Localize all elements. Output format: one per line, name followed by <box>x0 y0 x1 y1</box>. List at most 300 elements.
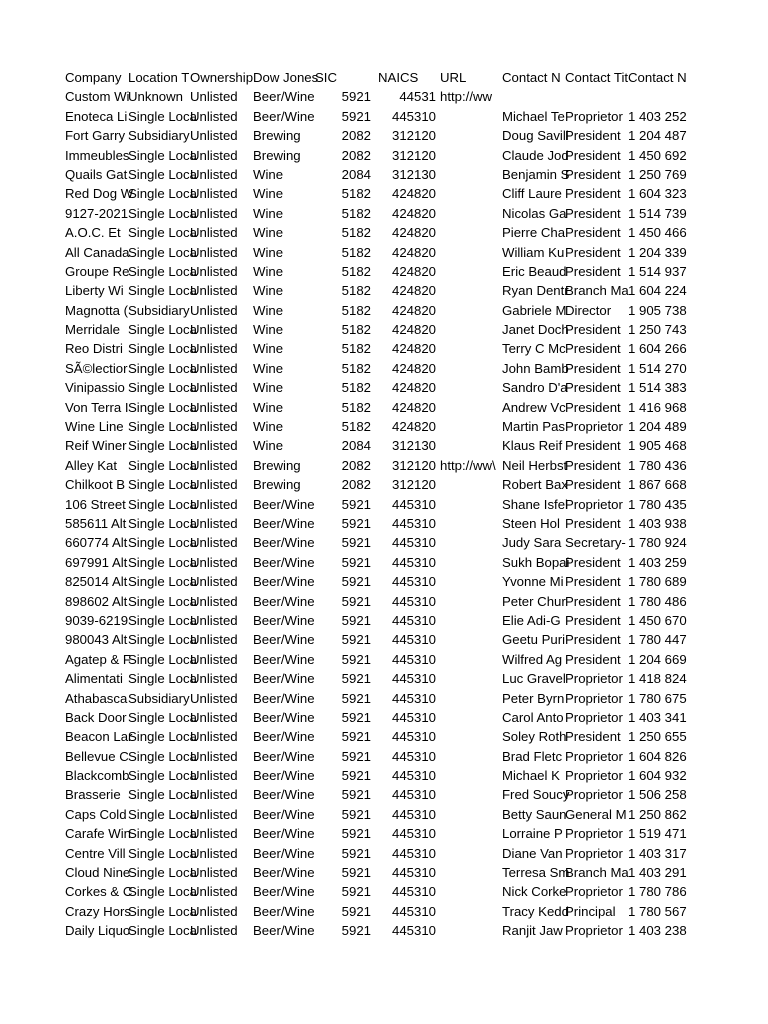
cell-contact-title[interactable]: Proprietor <box>565 496 623 512</box>
cell-ownership[interactable]: Unlisted <box>190 768 238 784</box>
cell-ownership[interactable]: Unlisted <box>190 419 238 435</box>
cell-company[interactable]: Crazy Hors <box>65 903 131 919</box>
cell-contact-number[interactable]: 1 204 669 <box>628 651 687 667</box>
cell-location-type[interactable]: Single Loca <box>128 535 197 551</box>
cell-contact-name[interactable]: Nick Corke <box>502 884 567 900</box>
cell-url[interactable] <box>440 165 498 184</box>
cell-contact-title[interactable]: Branch Ma <box>565 865 629 881</box>
cell-dow-jones[interactable]: Beer/Wine <box>253 709 315 725</box>
cell-company[interactable]: Magnotta ( <box>65 302 129 318</box>
cell-contact-title[interactable]: President <box>565 322 621 338</box>
cell-contact-name[interactable]: William Ku <box>502 244 565 260</box>
cell-sic[interactable]: 5182 <box>341 302 371 318</box>
cell-dow-jones[interactable]: Beer/Wine <box>253 884 315 900</box>
cell-naics[interactable]: 445310 <box>391 593 436 609</box>
cell-dow-jones[interactable]: Beer/Wine <box>253 903 315 919</box>
cell-location-type[interactable]: Single Loca <box>128 496 197 512</box>
cell-company[interactable]: Quails Gat <box>65 166 128 182</box>
cell-url[interactable] <box>440 436 498 455</box>
cell-naics[interactable]: 424820 <box>391 419 436 435</box>
cell-company[interactable]: Cloud Nine <box>65 865 131 881</box>
cell-dow-jones[interactable]: Wine <box>253 244 284 260</box>
cell-company[interactable]: Liberty Wi <box>65 283 124 299</box>
cell-contact-title[interactable]: President <box>565 244 621 260</box>
cell-contact-number[interactable]: 1 250 769 <box>628 166 687 182</box>
cell-contact-name[interactable]: Lorraine P <box>502 826 563 842</box>
cell-url[interactable] <box>440 766 498 785</box>
cell-company[interactable]: Alimentati <box>65 671 123 687</box>
cell-contact-number[interactable]: 1 514 937 <box>628 263 687 279</box>
cell-ownership[interactable]: Unlisted <box>190 574 238 590</box>
cell-dow-jones[interactable]: Beer/Wine <box>253 845 315 861</box>
cell-company[interactable]: Bellevue C <box>65 748 129 764</box>
cell-ownership[interactable]: Unlisted <box>190 457 238 473</box>
cell-contact-number[interactable]: 1 403 317 <box>628 845 687 861</box>
cell-sic[interactable]: 5921 <box>341 574 371 590</box>
cell-contact-number[interactable]: 1 905 468 <box>628 438 687 454</box>
cell-company[interactable]: Vinipassio <box>65 380 125 396</box>
cell-dow-jones[interactable]: Beer/Wine <box>253 515 315 531</box>
cell-dow-jones[interactable]: Beer/Wine <box>253 806 315 822</box>
header-contact-name[interactable]: Contact N <box>502 70 561 85</box>
cell-url[interactable] <box>440 592 498 611</box>
cell-location-type[interactable]: Single Loca <box>128 166 197 182</box>
cell-ownership[interactable]: Unlisted <box>190 826 238 842</box>
cell-contact-number[interactable]: 1 519 471 <box>628 826 687 842</box>
cell-location-type[interactable]: Single Loca <box>128 768 197 784</box>
cell-company[interactable]: 9127-2021 <box>65 205 129 221</box>
cell-ownership[interactable]: Unlisted <box>190 302 238 318</box>
cell-location-type[interactable]: Single Loca <box>128 438 197 454</box>
cell-contact-name[interactable]: Michael K <box>502 768 560 784</box>
cell-url[interactable] <box>440 650 498 669</box>
cell-location-type[interactable]: Single Loca <box>128 729 197 745</box>
cell-sic[interactable]: 5182 <box>341 322 371 338</box>
cell-naics[interactable]: 44531 <box>399 89 436 105</box>
cell-dow-jones[interactable]: Beer/Wine <box>253 748 315 764</box>
cell-dow-jones[interactable]: Wine <box>253 263 284 279</box>
cell-company[interactable]: Centre Vill <box>65 845 126 861</box>
cell-contact-name[interactable]: Janet Doch <box>502 322 569 338</box>
cell-contact-name[interactable]: Eric Beaud <box>502 263 567 279</box>
cell-contact-name[interactable]: Benjamin S <box>502 166 570 182</box>
cell-ownership[interactable]: Unlisted <box>190 263 238 279</box>
cell-contact-name[interactable]: Pierre Cha <box>502 225 566 241</box>
cell-contact-number[interactable]: 1 418 824 <box>628 671 687 687</box>
cell-sic[interactable]: 2084 <box>341 438 371 454</box>
cell-company[interactable]: A.O.C. Et <box>65 225 121 241</box>
cell-dow-jones[interactable]: Beer/Wine <box>253 768 315 784</box>
cell-sic[interactable]: 5921 <box>341 806 371 822</box>
cell-contact-title[interactable]: Proprietor <box>565 845 623 861</box>
cell-company[interactable]: Caps Cold <box>65 806 127 822</box>
cell-contact-name[interactable]: Wilfred Ag <box>502 651 563 667</box>
cell-dow-jones[interactable]: Wine <box>253 438 284 454</box>
cell-dow-jones[interactable]: Beer/Wine <box>253 632 315 648</box>
cell-ownership[interactable]: Unlisted <box>190 884 238 900</box>
cell-contact-title[interactable]: President <box>565 632 621 648</box>
cell-contact-name[interactable]: Carol Anto <box>502 709 564 725</box>
cell-company[interactable]: Reif Winer <box>65 438 127 454</box>
header-contact-title[interactable]: Contact Tit <box>565 70 629 85</box>
cell-url[interactable] <box>440 301 498 320</box>
cell-contact-name[interactable]: Klaus Reif <box>502 438 563 454</box>
cell-sic[interactable]: 5182 <box>341 205 371 221</box>
cell-naics[interactable]: 424820 <box>391 380 436 396</box>
cell-contact-name[interactable]: Terresa Sm <box>502 865 570 881</box>
cell-company[interactable]: 585611 Alt <box>65 515 127 531</box>
cell-company[interactable]: Merridale <box>65 322 120 338</box>
cell-naics[interactable]: 424820 <box>391 302 436 318</box>
cell-company[interactable]: Corkes & C <box>65 884 133 900</box>
cell-contact-name[interactable]: John Bamb <box>502 360 569 376</box>
cell-dow-jones[interactable]: Wine <box>253 302 284 318</box>
cell-sic[interactable]: 5921 <box>341 651 371 667</box>
cell-url[interactable]: http://ww <box>440 89 493 105</box>
cell-contact-number[interactable]: 1 604 932 <box>628 768 687 784</box>
cell-contact-title[interactable]: President <box>565 651 621 667</box>
cell-url[interactable] <box>440 398 498 417</box>
cell-naics[interactable]: 445310 <box>391 729 436 745</box>
cell-contact-title[interactable] <box>565 87 627 106</box>
cell-sic[interactable]: 5921 <box>341 884 371 900</box>
cell-sic[interactable]: 5921 <box>341 89 371 105</box>
cell-naics[interactable]: 445310 <box>391 671 436 687</box>
cell-url[interactable] <box>440 747 498 766</box>
cell-contact-title[interactable]: President <box>565 554 621 570</box>
cell-contact-number[interactable]: 1 416 968 <box>628 399 687 415</box>
cell-contact-name[interactable]: Claude Jod <box>502 147 569 163</box>
cell-contact-title[interactable]: President <box>565 515 621 531</box>
cell-sic[interactable]: 5921 <box>341 496 371 512</box>
cell-company[interactable]: Reo Distri <box>65 341 123 357</box>
cell-ownership[interactable]: Unlisted <box>190 380 238 396</box>
cell-contact-number[interactable]: 1 403 341 <box>628 709 687 725</box>
cell-contact-title[interactable]: President <box>565 147 621 163</box>
cell-dow-jones[interactable]: Beer/Wine <box>253 826 315 842</box>
cell-contact-number[interactable]: 1 403 252 <box>628 108 687 124</box>
cell-contact-title[interactable]: President <box>565 380 621 396</box>
cell-ownership[interactable]: Unlisted <box>190 399 238 415</box>
cell-url[interactable] <box>440 727 498 746</box>
cell-naics[interactable]: 445310 <box>391 632 436 648</box>
cell-company[interactable]: 898602 Alt <box>65 593 128 609</box>
cell-dow-jones[interactable]: Beer/Wine <box>253 593 315 609</box>
cell-naics[interactable]: 424820 <box>391 205 436 221</box>
cell-contact-name[interactable]: Robert Bax <box>502 477 568 493</box>
cell-contact-name[interactable]: Betty Saun <box>502 806 567 822</box>
cell-url[interactable] <box>440 184 498 203</box>
cell-sic[interactable]: 5921 <box>341 515 371 531</box>
cell-location-type[interactable]: Single Loca <box>128 225 197 241</box>
cell-contact-title[interactable]: Director <box>565 302 612 318</box>
cell-sic[interactable]: 5182 <box>341 380 371 396</box>
cell-naics[interactable]: 445310 <box>391 903 436 919</box>
cell-location-type[interactable]: Single Loca <box>128 244 197 260</box>
cell-location-type[interactable]: Single Loca <box>128 748 197 764</box>
cell-company[interactable]: Red Dog W <box>65 186 134 202</box>
cell-url[interactable] <box>440 553 498 572</box>
cell-company[interactable]: Von Terra I <box>65 399 129 415</box>
cell-naics[interactable]: 445310 <box>391 845 436 861</box>
cell-dow-jones[interactable]: Beer/Wine <box>253 89 315 105</box>
cell-ownership[interactable]: Unlisted <box>190 845 238 861</box>
cell-dow-jones[interactable]: Wine <box>253 186 284 202</box>
cell-contact-number[interactable]: 1 204 339 <box>628 244 687 260</box>
cell-url[interactable] <box>440 126 498 145</box>
cell-sic[interactable]: 5182 <box>341 283 371 299</box>
cell-contact-title[interactable]: Proprietor <box>565 923 623 939</box>
cell-ownership[interactable]: Unlisted <box>190 748 238 764</box>
cell-contact-number[interactable]: 1 514 383 <box>628 380 687 396</box>
cell-sic[interactable]: 2082 <box>341 128 371 144</box>
cell-dow-jones[interactable]: Brewing <box>253 457 301 473</box>
cell-location-type[interactable]: Single Loca <box>128 865 197 881</box>
cell-location-type[interactable]: Single Loca <box>128 806 197 822</box>
cell-location-type[interactable]: Subsidiary <box>128 302 190 318</box>
cell-contact-title[interactable]: President <box>565 263 621 279</box>
cell-dow-jones[interactable]: Wine <box>253 399 284 415</box>
cell-naics[interactable]: 312120 <box>391 147 436 163</box>
cell-sic[interactable]: 5921 <box>341 768 371 784</box>
cell-naics[interactable]: 424820 <box>391 225 436 241</box>
cell-ownership[interactable]: Unlisted <box>190 186 238 202</box>
cell-company[interactable]: All Canada <box>65 244 130 260</box>
cell-sic[interactable]: 5921 <box>341 729 371 745</box>
cell-contact-name[interactable]: Steen Hol <box>502 515 560 531</box>
cell-naics[interactable]: 445310 <box>391 826 436 842</box>
cell-naics[interactable]: 445310 <box>391 535 436 551</box>
cell-naics[interactable]: 445310 <box>391 690 436 706</box>
cell-contact-name[interactable]: Martin Pas <box>502 419 566 435</box>
cell-naics[interactable]: 424820 <box>391 283 436 299</box>
cell-company[interactable]: Groupe Re <box>65 263 130 279</box>
cell-sic[interactable]: 5921 <box>341 690 371 706</box>
cell-company[interactable]: SÃ©lectior <box>65 360 128 376</box>
cell-contact-name[interactable]: Fred Soucy <box>502 787 570 803</box>
cell-dow-jones[interactable]: Beer/Wine <box>253 574 315 590</box>
cell-contact-name[interactable]: Brad Fletc <box>502 748 563 764</box>
cell-contact-number[interactable]: 1 780 675 <box>628 690 687 706</box>
cell-location-type[interactable]: Single Loca <box>128 380 197 396</box>
cell-sic[interactable]: 5921 <box>341 535 371 551</box>
cell-location-type[interactable]: Single Loca <box>128 419 197 435</box>
cell-url[interactable] <box>440 146 498 165</box>
cell-naics[interactable]: 424820 <box>391 263 436 279</box>
cell-contact-name[interactable]: Elie Adi-G <box>502 612 561 628</box>
cell-naics[interactable]: 445310 <box>391 108 436 124</box>
cell-contact-number[interactable]: 1 780 486 <box>628 593 687 609</box>
cell-contact-number[interactable]: 1 403 938 <box>628 515 687 531</box>
cell-naics[interactable]: 445310 <box>391 515 436 531</box>
header-ownership[interactable]: Ownership <box>190 70 254 85</box>
cell-contact-name[interactable]: Michael Te <box>502 108 565 124</box>
cell-location-type[interactable]: Single Loca <box>128 186 197 202</box>
cell-url[interactable] <box>440 243 498 262</box>
cell-location-type[interactable]: Single Loca <box>128 399 197 415</box>
cell-contact-title[interactable]: President <box>565 399 621 415</box>
cell-contact-name[interactable]: Yvonne Mi <box>502 574 564 590</box>
cell-ownership[interactable]: Unlisted <box>190 341 238 357</box>
cell-contact-title[interactable]: President <box>565 457 621 473</box>
cell-contact-title[interactable]: Branch Ma <box>565 283 629 299</box>
cell-dow-jones[interactable]: Wine <box>253 341 284 357</box>
cell-naics[interactable]: 312130 <box>391 166 436 182</box>
cell-company[interactable]: Custom Wi <box>65 89 130 105</box>
cell-ownership[interactable]: Unlisted <box>190 496 238 512</box>
header-sic[interactable]: SIC <box>315 70 337 85</box>
cell-contact-title[interactable]: Proprietor <box>565 690 623 706</box>
cell-contact-name[interactable]: Soley Roth <box>502 729 567 745</box>
cell-contact-name[interactable]: Peter Byrn <box>502 690 565 706</box>
cell-contact-title[interactable]: General M <box>565 806 627 822</box>
cell-contact-title[interactable]: Proprietor <box>565 768 623 784</box>
cell-contact-title[interactable]: Proprietor <box>565 671 623 687</box>
cell-naics[interactable]: 445310 <box>391 748 436 764</box>
cell-contact-name[interactable]: Andrew Vc <box>502 399 566 415</box>
cell-sic[interactable]: 5182 <box>341 186 371 202</box>
cell-contact-number[interactable]: 1 514 270 <box>628 360 687 376</box>
cell-contact-title[interactable]: President <box>565 166 621 182</box>
cell-dow-jones[interactable]: Brewing <box>253 128 301 144</box>
cell-contact-number[interactable]: 1 604 266 <box>628 341 687 357</box>
cell-sic[interactable]: 5921 <box>341 787 371 803</box>
cell-ownership[interactable]: Unlisted <box>190 244 238 260</box>
cell-ownership[interactable]: Unlisted <box>190 515 238 531</box>
cell-sic[interactable]: 2082 <box>341 477 371 493</box>
cell-sic[interactable]: 5921 <box>341 593 371 609</box>
cell-url[interactable] <box>440 533 498 552</box>
cell-location-type[interactable]: Subsidiary <box>128 690 190 706</box>
cell-contact-title[interactable]: Proprietor <box>565 826 623 842</box>
cell-contact-name[interactable]: Doug Savill <box>502 128 569 144</box>
cell-dow-jones[interactable]: Beer/Wine <box>253 496 315 512</box>
cell-contact-number[interactable]: 1 450 670 <box>628 612 687 628</box>
cell-dow-jones[interactable]: Brewing <box>253 147 301 163</box>
cell-ownership[interactable]: Unlisted <box>190 651 238 667</box>
cell-company[interactable]: 825014 Alt <box>65 574 128 590</box>
cell-location-type[interactable]: Single Loca <box>128 283 197 299</box>
cell-ownership[interactable]: Unlisted <box>190 671 238 687</box>
cell-naics[interactable]: 312120 <box>391 128 436 144</box>
cell-naics[interactable]: 445310 <box>391 651 436 667</box>
cell-sic[interactable]: 5921 <box>341 903 371 919</box>
cell-ownership[interactable]: Unlisted <box>190 903 238 919</box>
cell-dow-jones[interactable]: Beer/Wine <box>253 612 315 628</box>
cell-company[interactable]: Chilkoot B <box>65 477 126 493</box>
cell-ownership[interactable]: Unlisted <box>190 632 238 648</box>
cell-contact-title[interactable]: President <box>565 186 621 202</box>
cell-contact-name[interactable]: Peter Chur <box>502 593 566 609</box>
cell-contact-number[interactable]: 1 604 224 <box>628 283 687 299</box>
cell-ownership[interactable]: Unlisted <box>190 787 238 803</box>
cell-ownership[interactable]: Unlisted <box>190 593 238 609</box>
cell-company[interactable]: Carafe Win <box>65 826 131 842</box>
cell-company[interactable]: Brasserie <box>65 787 121 803</box>
cell-ownership[interactable]: Unlisted <box>190 690 238 706</box>
cell-ownership[interactable]: Unlisted <box>190 438 238 454</box>
cell-naics[interactable]: 312120 <box>391 477 436 493</box>
cell-contact-number[interactable]: 1 780 786 <box>628 884 687 900</box>
cell-contact-number[interactable]: 1 250 862 <box>628 806 687 822</box>
cell-contact-number[interactable]: 1 604 826 <box>628 748 687 764</box>
cell-contact-name[interactable]: Neil Herbst <box>502 457 568 473</box>
cell-company[interactable]: Back Door <box>65 709 127 725</box>
cell-location-type[interactable]: Subsidiary <box>128 128 190 144</box>
cell-sic[interactable]: 5182 <box>341 244 371 260</box>
cell-company[interactable]: Enoteca Li <box>65 108 128 124</box>
cell-contact-title[interactable]: Proprietor <box>565 108 623 124</box>
cell-sic[interactable]: 5921 <box>341 923 371 939</box>
cell-company[interactable]: 9039-6219 <box>65 612 129 628</box>
cell-contact-number[interactable]: 1 780 447 <box>628 632 687 648</box>
cell-naics[interactable]: 445310 <box>391 554 436 570</box>
cell-location-type[interactable]: Single Loca <box>128 923 197 939</box>
cell-naics[interactable]: 445310 <box>391 768 436 784</box>
cell-sic[interactable]: 2084 <box>341 166 371 182</box>
cell-ownership[interactable]: Unlisted <box>190 166 238 182</box>
cell-dow-jones[interactable]: Beer/Wine <box>253 651 315 667</box>
cell-naics[interactable]: 445310 <box>391 787 436 803</box>
cell-contact-number[interactable]: 1 450 466 <box>628 225 687 241</box>
cell-contact-title[interactable]: Principal <box>565 903 616 919</box>
cell-contact-name[interactable]: Ranjit Jaw <box>502 923 563 939</box>
cell-ownership[interactable]: Unlisted <box>190 612 238 628</box>
cell-contact-name[interactable]: Judy Sara <box>502 535 562 551</box>
cell-company[interactable]: Beacon Lar <box>65 729 133 745</box>
cell-contact-name[interactable]: Shane Isfel <box>502 496 568 512</box>
cell-contact-number[interactable]: 1 250 743 <box>628 322 687 338</box>
cell-ownership[interactable]: Unlisted <box>190 865 238 881</box>
cell-dow-jones[interactable]: Wine <box>253 419 284 435</box>
cell-sic[interactable]: 5921 <box>341 612 371 628</box>
cell-url[interactable] <box>440 689 498 708</box>
cell-sic[interactable]: 5182 <box>341 341 371 357</box>
cell-location-type[interactable]: Single Loca <box>128 574 197 590</box>
cell-url[interactable] <box>440 882 498 901</box>
cell-contact-number[interactable]: 1 780 689 <box>628 574 687 590</box>
cell-url[interactable] <box>440 824 498 843</box>
cell-contact-title[interactable]: President <box>565 341 621 357</box>
cell-location-type[interactable]: Single Loca <box>128 826 197 842</box>
cell-contact-number[interactable]: 1 780 924 <box>628 535 687 551</box>
cell-contact-name[interactable]: Sukh Bopai <box>502 554 570 570</box>
cell-sic[interactable]: 5921 <box>341 845 371 861</box>
cell-url[interactable] <box>440 339 498 358</box>
cell-company[interactable]: Agatep & F <box>65 651 131 667</box>
cell-location-type[interactable]: Single Loca <box>128 593 197 609</box>
cell-location-type[interactable]: Single Loca <box>128 787 197 803</box>
cell-url[interactable] <box>440 572 498 591</box>
cell-url[interactable]: http://ww\ <box>440 457 496 473</box>
cell-company[interactable]: 980043 Alt <box>65 632 128 648</box>
cell-company[interactable]: 660774 Alt <box>65 535 128 551</box>
cell-dow-jones[interactable]: Beer/Wine <box>253 923 315 939</box>
cell-url[interactable] <box>440 204 498 223</box>
cell-dow-jones[interactable]: Beer/Wine <box>253 554 315 570</box>
cell-url[interactable] <box>440 785 498 804</box>
cell-dow-jones[interactable]: Wine <box>253 360 284 376</box>
cell-naics[interactable]: 445310 <box>391 574 436 590</box>
cell-location-type[interactable]: Single Loca <box>128 477 197 493</box>
cell-sic[interactable]: 5921 <box>341 709 371 725</box>
cell-ownership[interactable]: Unlisted <box>190 535 238 551</box>
cell-contact-name[interactable]: Terry C Mc <box>502 341 566 357</box>
cell-location-type[interactable]: Single Loca <box>128 263 197 279</box>
cell-ownership[interactable]: Unlisted <box>190 709 238 725</box>
cell-ownership[interactable]: Unlisted <box>190 89 238 105</box>
cell-url[interactable] <box>440 107 498 126</box>
